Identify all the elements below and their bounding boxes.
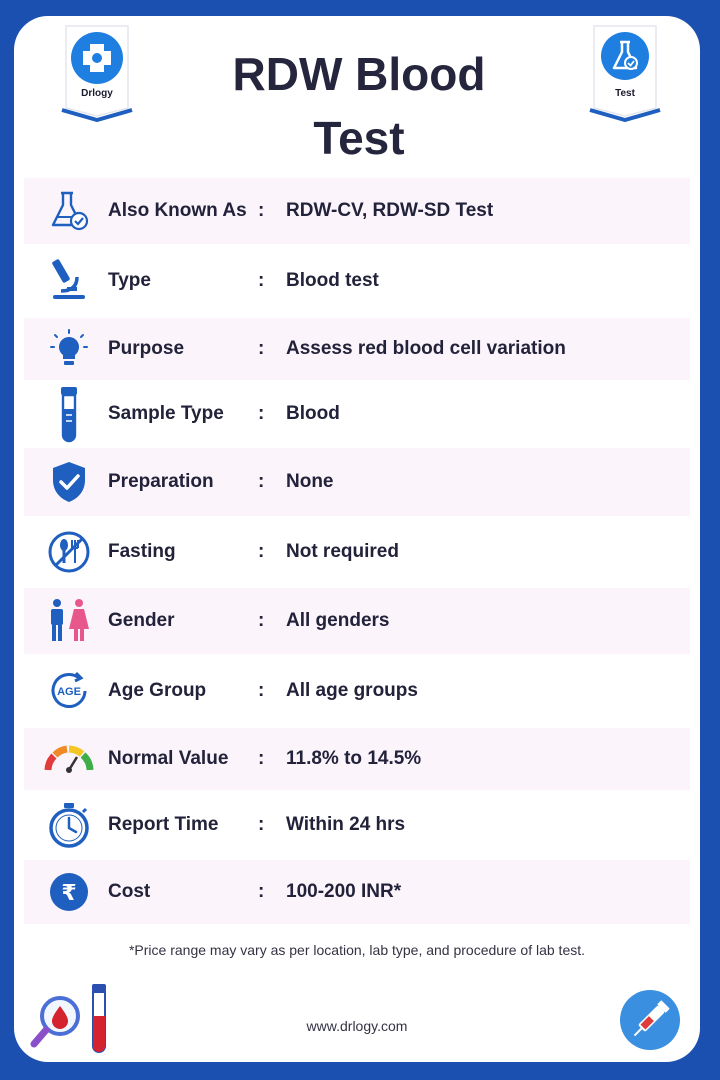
row-report-time: [24, 790, 690, 860]
stopwatch-icon: [44, 800, 94, 850]
row-label: Sample Type: [108, 403, 224, 424]
row-gender: [24, 588, 690, 654]
row-value: Within 24 hrs: [286, 814, 406, 835]
row-preparation: [24, 448, 690, 516]
left-badge-label: Drlogy: [81, 88, 113, 99]
row-value: 100-200 INR*: [286, 881, 402, 902]
age-icon-text: AGE: [57, 686, 81, 698]
lab-flask-icon: [44, 186, 94, 236]
row-age-group: [24, 654, 690, 728]
row-value: All genders: [286, 610, 390, 631]
row-colon: :: [258, 200, 265, 221]
row-colon: :: [258, 403, 265, 424]
title-line-2: Test: [313, 112, 405, 164]
age-icon: [44, 666, 94, 716]
gender-icon: [44, 596, 94, 646]
row-colon: :: [258, 881, 265, 902]
row-value: RDW-CV, RDW-SD Test: [286, 200, 494, 221]
test-tube-icon: [44, 389, 94, 439]
row-label: Type: [108, 270, 151, 291]
row-label: Also Known As: [108, 200, 247, 221]
gauge-icon: [44, 734, 94, 784]
price-disclaimer: *Price range may vary as per location, lab type, and procedure of lab test.: [128, 942, 586, 958]
row-label: Gender: [108, 610, 175, 631]
row-normal-value: [24, 728, 690, 790]
flask-badge-icon: [588, 22, 662, 122]
row-type: [24, 244, 690, 318]
row-value: Assess red blood cell variation: [286, 338, 566, 359]
lightbulb-icon: [44, 324, 94, 374]
row-colon: :: [258, 814, 265, 835]
row-colon: :: [258, 748, 265, 769]
row-label: Cost: [108, 881, 151, 902]
drlogy-logo-badge[interactable]: [60, 22, 134, 122]
row-value: Blood: [286, 403, 340, 424]
row-value: 11.8% to 14.5%: [286, 748, 422, 769]
row-colon: :: [258, 680, 265, 701]
row-label: Age Group: [108, 680, 207, 701]
row-label: Preparation: [108, 471, 214, 492]
test-badge: [588, 22, 662, 122]
page-title: [174, 42, 544, 170]
rupee-icon: [44, 867, 94, 917]
info-table: [24, 178, 690, 924]
row-value: None: [286, 471, 334, 492]
row-label: Normal Value: [108, 748, 229, 769]
row-value: All age groups: [286, 680, 418, 701]
syringe-circle-icon[interactable]: [618, 988, 682, 1052]
row-fasting: [24, 516, 690, 588]
rupee-icon-text: ₹: [61, 881, 77, 906]
no-food-icon: [44, 527, 94, 577]
row-sample-type: [24, 380, 690, 448]
shield-check-icon: [44, 457, 94, 507]
row-colon: :: [258, 270, 265, 291]
right-badge-label: Test: [615, 88, 635, 99]
row-colon: :: [258, 541, 265, 562]
row-cost: [24, 860, 690, 924]
microscope-icon: [44, 256, 94, 306]
title-line-1: RDW Blood: [232, 48, 486, 100]
row-also-known-as: [24, 178, 690, 244]
row-purpose: [24, 318, 690, 380]
website-link[interactable]: www.drlogy.com: [306, 1018, 408, 1034]
row-label: Report Time: [108, 814, 219, 835]
drlogy-logo-icon: [60, 22, 134, 122]
row-colon: :: [258, 338, 265, 359]
row-value: Not required: [286, 541, 399, 562]
info-card: [14, 16, 700, 1062]
row-colon: :: [258, 471, 265, 492]
row-colon: :: [258, 610, 265, 631]
row-label: Purpose: [108, 338, 185, 359]
row-label: Fasting: [108, 541, 176, 562]
row-value: Blood test: [286, 270, 379, 291]
